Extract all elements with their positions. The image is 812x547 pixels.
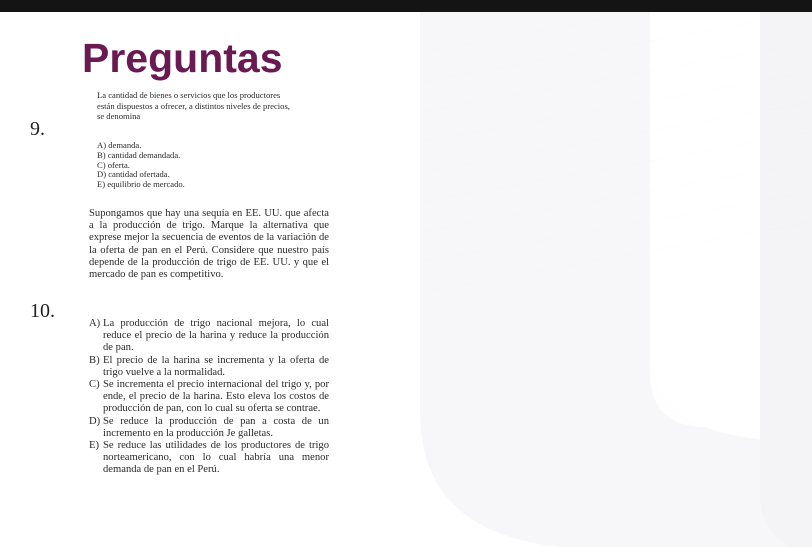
option-letter: B) [89,354,100,366]
option-text: La producción de trigo nacional mejora, lo cual reduce el precio de la harina y reduce la producción de pan. [103,318,329,354]
option-letter: D) [89,415,101,427]
question-10-option-b [89,355,329,379]
question-9-option-e: E) equilibrio de mercado. [97,179,185,190]
question-10-number: 10. [30,300,55,322]
question-10-option-a [89,318,329,355]
question-9-option-b: B) cantidad demandada. [97,149,181,160]
option-letter: A) [89,318,101,329]
question-10-option-d [89,416,329,440]
question-10-option-c [89,379,329,416]
option-text: Se reduce la producción de pan a costa de un incremento en la producción Je galletas. [103,415,329,439]
question-9-stem: La cantidad de bienes o servicios que los productores están dispuestos a ofrecer, a distintos niveles de precios, se denomina [97,90,290,122]
question-10-options [89,318,329,477]
option-text: Se incrementa el precio internacional del trigo y, por ende, el precio de la harina. Esto eleva los costos de producción de pan, con lo cual su oferta se contrae. [103,379,329,415]
question-9-option-d: D) cantidad ofertada. [97,169,170,180]
option-letter: E) [89,440,99,452]
question-9-options [97,141,297,190]
top-bar [0,0,812,12]
question-9-option-c: C) oferta. [97,159,130,170]
question-9-number: 9. [30,118,45,140]
option-text: Se reduce las utilidades de los productores de trigo norteamericano, con lo cual habría una menor demanda de pan en el Perú. [103,440,329,476]
question-10-option-e [89,440,329,477]
page-title: Preguntas [82,35,283,81]
option-text: El precio de la harina se incrementa y la oferta de trigo vuelve a la normalidad. [103,354,329,378]
option-letter: C) [89,379,100,391]
question-10-stem: Supongamos que hay una sequía en EE. UU. que afecta a la producción de trigo. Marque la alternativa que exprese mejor la secuencia de eventos de la variación de la oferta de pan en el Perú. Considere que nuestro país depende de la producción de trigo de EE. UU. y que el mercado de pan es competitivo. [89,208,329,281]
question-9-option-a: A) demanda. [97,140,142,150]
